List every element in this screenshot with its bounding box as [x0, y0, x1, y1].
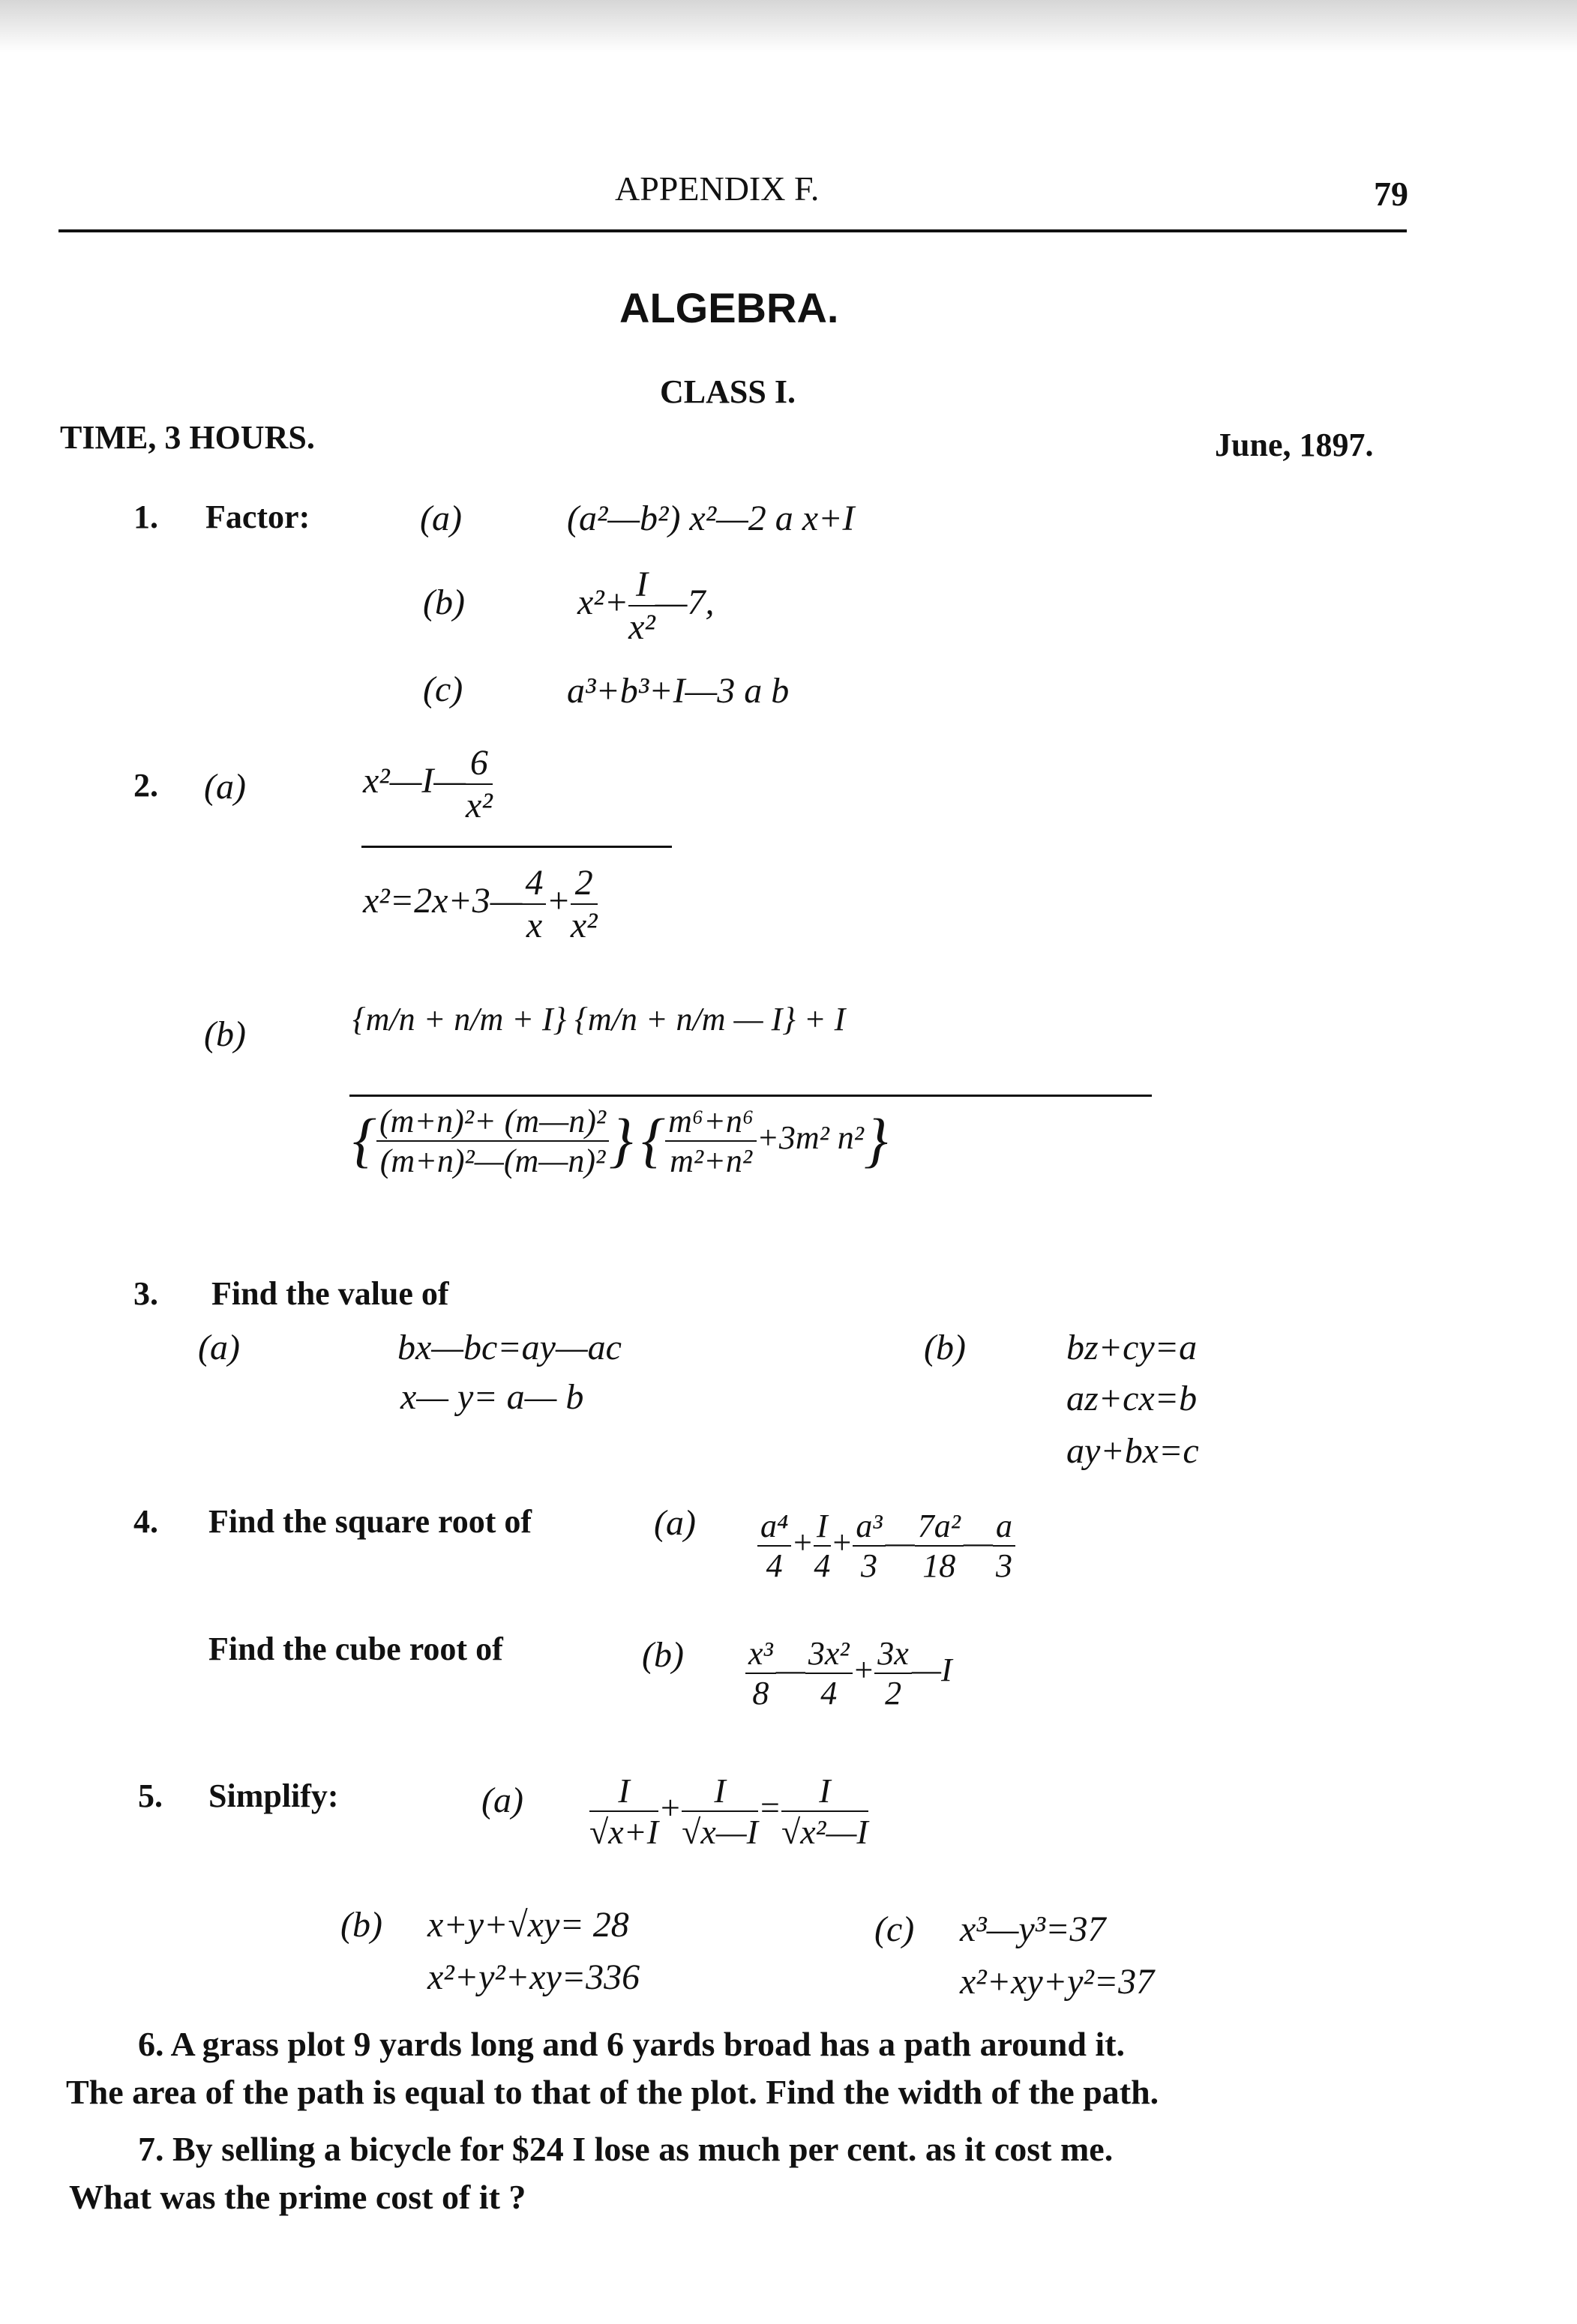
q2-a-bottom [363, 862, 598, 946]
q7-line1: 7. By selling a bicycle for $24 I lose as much per cent. as it cost me. [138, 2130, 1114, 2168]
q4-a-den: 18 [922, 1547, 956, 1584]
scan-edge [0, 0, 1577, 52]
q4-b-den: 4 [820, 1675, 838, 1712]
q2-a-tag: (a) [204, 767, 246, 807]
q5-a-op2: = [757, 1788, 782, 1827]
q4-number: 4. [133, 1503, 158, 1540]
class-label: CLASS I. [660, 373, 796, 410]
q4-b-den: 8 [752, 1675, 769, 1712]
q1-number: 1. [133, 499, 158, 535]
q1-b-num: I [628, 564, 655, 606]
q4-a-term [757, 1507, 791, 1585]
q4-a-op: — [885, 1524, 915, 1562]
q4-a-den: 3 [860, 1547, 877, 1584]
time-allowed: TIME, 3 HOURS. [60, 419, 315, 456]
q2-a-top-den: x² [466, 786, 493, 825]
q5-number: 5. [138, 1777, 163, 1814]
q4-b-term [805, 1634, 853, 1712]
q4-a-den: 3 [996, 1547, 1013, 1584]
q4-b-num: 3x² [805, 1634, 853, 1674]
q4-b-op: —I [911, 1652, 952, 1689]
q3-a-line2: x— y= a— b [400, 1377, 584, 1417]
q4-a-term [993, 1507, 1015, 1585]
q3-b-tag: (b) [924, 1328, 966, 1367]
q2-b-bot1-num: (m+n)²+ (m—n)² [376, 1102, 609, 1142]
q2-b-fraction-bar [349, 1095, 1152, 1097]
q2-a-bot-frac1 [522, 862, 546, 946]
q1-b-tag: (b) [423, 582, 465, 622]
q4-a-num: 7a² [915, 1507, 964, 1547]
q4-b-op: — [775, 1652, 805, 1689]
q2-b-bot2-den: m²+n² [670, 1143, 753, 1179]
q2-a-top [363, 742, 493, 826]
q5-a-n1: I [589, 1771, 658, 1812]
q5-c-line2: x²+xy+y²=37 [960, 1962, 1155, 2002]
q5-a-frac2 [682, 1771, 758, 1852]
q5-b-tag: (b) [340, 1905, 382, 1945]
q4-label-a: Find the square root of [208, 1503, 532, 1540]
q2-b-bot-frac2 [665, 1102, 757, 1180]
q1-c-tag: (c) [423, 669, 463, 709]
q4-b-expr [745, 1634, 952, 1712]
q4-b-term [745, 1634, 776, 1712]
q2-b-bot-frac1 [376, 1102, 609, 1180]
q4-a-op: + [791, 1524, 814, 1562]
q5-b-line2: x²+y²+xy=336 [427, 1957, 640, 1997]
q1-c-expr: a³+b³+I—3 a b [567, 671, 790, 711]
q4-a-term [915, 1507, 964, 1585]
q2-b-bot2-post: +3m² n² [757, 1119, 864, 1157]
running-header: APPENDIX F. [615, 169, 820, 208]
q2-a-bot-pre: x²=2x+3— [363, 881, 523, 921]
q1-b-pre: x²+ [577, 582, 629, 623]
q5-label: Simplify: [208, 1777, 339, 1814]
q5-a-n3: I [781, 1771, 868, 1812]
q4-a-op: — [963, 1524, 994, 1562]
q5-a-d2: √x—I [682, 1813, 758, 1851]
q5-a-frac3 [781, 1771, 868, 1852]
q3-b-line2: az+cx=b [1066, 1379, 1198, 1418]
q3-b-line1: bz+cy=a [1066, 1328, 1198, 1367]
q4-a-num: a³ [853, 1507, 885, 1547]
q2-b-bot2-num: m⁶+n⁶ [665, 1102, 757, 1142]
q5-a-d1: √x+I [589, 1813, 659, 1851]
q4-a-num: a⁴ [757, 1507, 791, 1547]
q1-label: Factor: [205, 499, 310, 535]
q1-b-frac [628, 564, 655, 648]
q2-b-bottom: { $\frac{\text{(m+n)²+ (m—n)²}}{\text{(m+n)²—(m—n)²}}$ } { $\frac{\text{m⁶+n⁶}}{\text{m²+n²}}$ +3m² n²} [352, 1103, 888, 1179]
q2-b-bot1-den: (m+n)²—(m—n)² [379, 1143, 606, 1179]
q7-line2: What was the prime cost of it ? [69, 2178, 526, 2216]
q6-line1: 6. A grass plot 9 yards long and 6 yards broad has a path around it. [138, 2025, 1126, 2063]
q2-a-bot-d2: x² [570, 906, 598, 945]
q5-a-op1: + [658, 1788, 682, 1827]
q6-line2: The area of the path is equal to that of the plot. Find the width of the path. [66, 2073, 1159, 2111]
q2-a-bot-n2: 2 [571, 862, 598, 905]
q2-number: 2. [133, 767, 158, 804]
q3-a-line1: bx—bc=ay—ac [397, 1328, 622, 1367]
q4-b-op: + [852, 1652, 875, 1689]
q5-a-d3: √x²—I [781, 1813, 868, 1851]
subject-title: ALGEBRA. [619, 284, 839, 331]
exam-date: June, 1897. [1215, 427, 1374, 463]
q5-a-n2: I [682, 1771, 758, 1812]
q1-b-den: x² [628, 607, 655, 647]
header-rule [58, 229, 1407, 232]
q5-a-tag: (a) [481, 1780, 523, 1820]
q1-a-tag: (a) [420, 499, 462, 538]
q5-a-expr [589, 1771, 868, 1852]
q4-a-expr [757, 1507, 1015, 1585]
q1-a-expr: (a²—b²) x²—2 a x+I [567, 499, 855, 538]
q2-a-top-pre: x²—I— [363, 761, 466, 801]
q4-b-num: x³ [745, 1634, 776, 1674]
q3-label: Find the value of [211, 1275, 449, 1312]
q2-a-bot-n1: 4 [522, 862, 546, 905]
q1-b-expr [577, 564, 714, 648]
q3-b-line3: ay+bx=c [1066, 1431, 1199, 1471]
q4-a-den: 4 [766, 1547, 783, 1584]
q5-c-tag: (c) [874, 1909, 915, 1949]
q2-b-top: {m/n + n/m + I} {m/n + n/m — I} + I [352, 1001, 846, 1038]
q4-a-term [814, 1507, 831, 1585]
q4-b-num: 3x [874, 1634, 912, 1674]
q2-b-tag: (b) [204, 1014, 246, 1054]
page-number: 79 [1374, 175, 1408, 213]
q1-b-post: —7, [655, 582, 715, 623]
q4-a-num: I [814, 1507, 831, 1547]
q5-c-line1: x³—y³=37 [960, 1909, 1106, 1949]
q4-b-tag: (b) [642, 1635, 684, 1675]
q4-label-b: Find the cube root of [208, 1631, 503, 1667]
q4-a-den: 4 [814, 1547, 831, 1584]
q3-number: 3. [133, 1275, 158, 1312]
q4-a-op: + [830, 1524, 853, 1562]
q2-a-top-frac [466, 742, 493, 826]
q5-a-frac1 [589, 1771, 658, 1852]
q3-a-tag: (a) [198, 1328, 240, 1367]
q4-a-num: a [993, 1507, 1015, 1547]
q4-a-term [853, 1507, 885, 1585]
q2-a-bot-d1: x [526, 906, 543, 945]
q4-b-term [874, 1634, 912, 1712]
q2-a-top-num: 6 [466, 742, 493, 785]
q4-b-den: 2 [885, 1675, 902, 1712]
q5-b-line1: x+y+√xy= 28 [427, 1905, 629, 1945]
q2-a-fraction-bar [361, 846, 672, 848]
q2-a-bot-frac2 [571, 862, 598, 946]
q2-a-bot-mid: + [546, 881, 571, 921]
q4-a-tag: (a) [654, 1503, 696, 1543]
